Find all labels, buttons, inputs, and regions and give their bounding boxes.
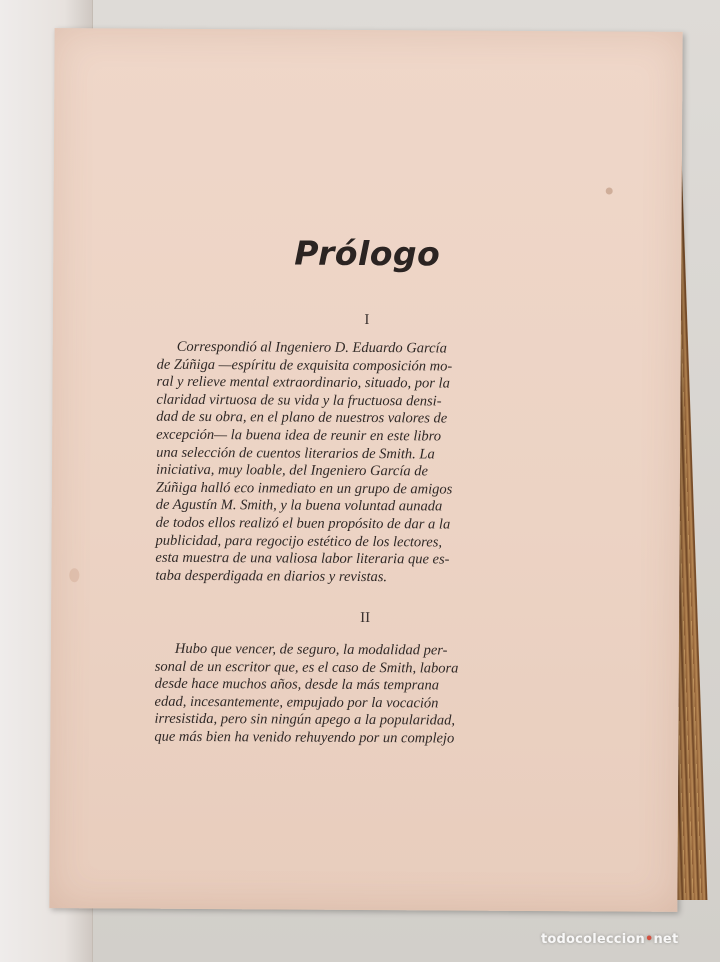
watermark-suffix: net [653,932,679,947]
text-line: de todos ellos realizó el buen propósito de dar a la [155,514,451,533]
text-line: Hubo que vencer, de seguro, la modalidad per- [174,640,448,659]
watermark-brand: todocoleccion [541,932,645,947]
book-page [49,28,682,912]
paragraph [155,339,520,588]
foxing-spot [606,187,613,194]
text-line: que más bien ha venido rehuyendo por un complejo [154,728,455,747]
text-line: esta muestra de una valiosa labor literaria que es- [155,549,450,568]
section-number: II [360,609,371,627]
text-line: sonal de un escritor que, es el caso de Smith, labora [154,658,459,677]
watermark-dot: • [644,932,654,947]
section-number: I [364,311,370,329]
text-line: Zúñiga halló eco inmediato en un grupo de amigos [155,479,453,498]
text-line: claridad virtuosa de su vida y la fructuosa densi- [156,391,442,410]
text-line: Correspondió al Ingeniero D. Eduardo García [176,338,447,357]
text-line: ral y relieve mental extraordinario, situado, por la [156,373,450,392]
text-line: irresistida, pero sin ningún apego a la popularidad, [154,711,456,729]
paragraph [154,641,519,749]
text-line: edad, incesantemente, empujado por la vocación [154,693,439,712]
text-line: dad de su obra, en el plano de nuestros valores de [156,409,448,427]
text-line: de Agustín M. Smith, y la buena voluntad aunada [155,497,443,515]
text-line: de Zúñiga —espíritu de exquisita composición mo- [156,356,453,375]
foxing-spot [69,568,79,582]
text-line: iniciativa, muy loable, del Ingeniero García de [155,461,428,480]
text-line: una selección de cuentos literarios de Smith. La [156,444,435,462]
text-line: taba desperdigada en diarios y revistas. [155,567,388,585]
watermark [541,932,678,947]
text-line: excepción— la buena idea de reunir en este libro [156,426,442,445]
text-line: desde hace muchos años, desde la más temprana [154,675,440,694]
text-line: publicidad, para regocijo estético de los lectores, [155,532,443,550]
page-title: Prólogo [294,233,441,274]
